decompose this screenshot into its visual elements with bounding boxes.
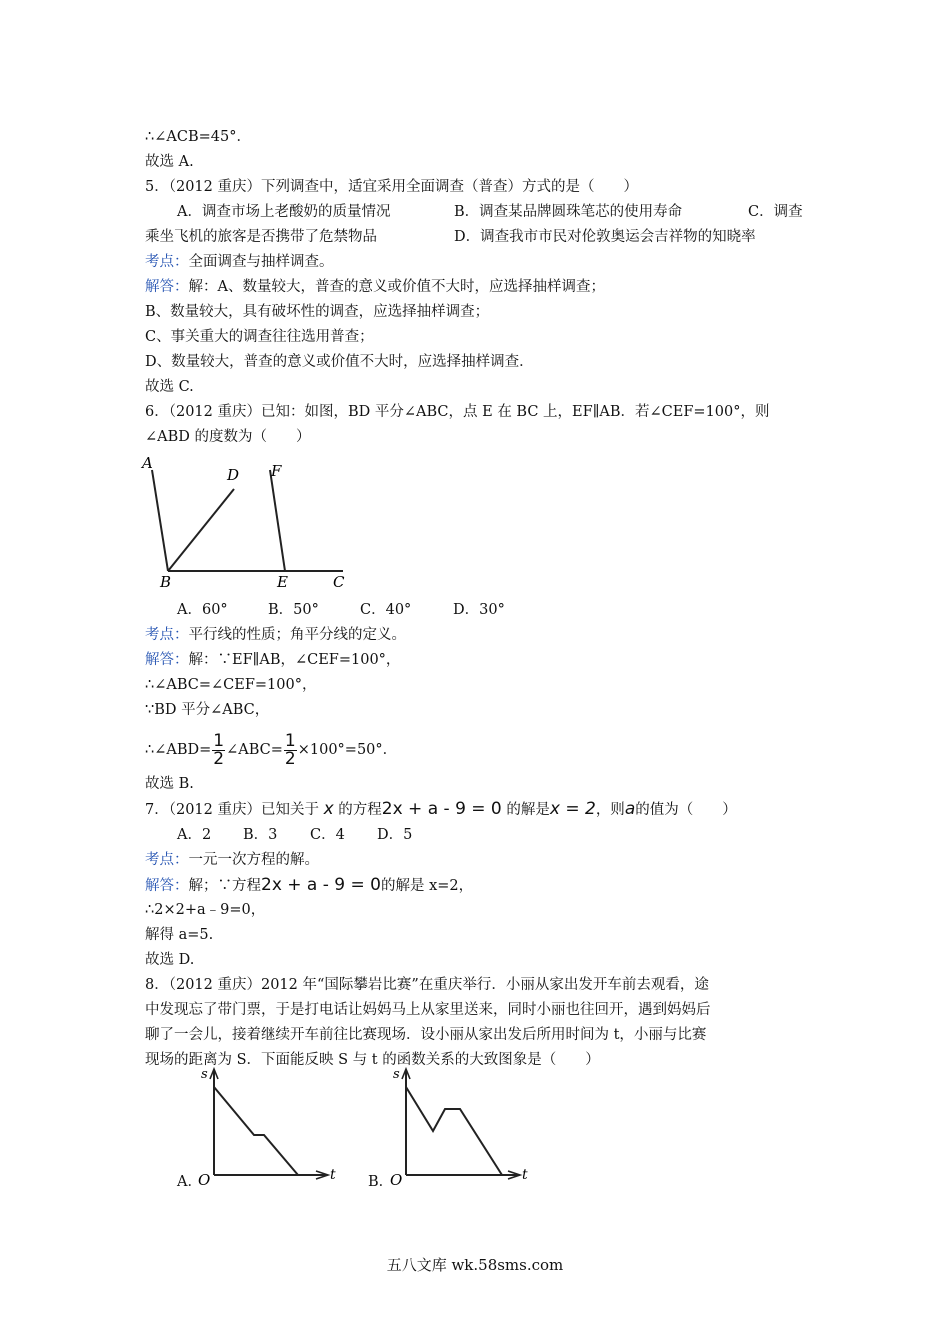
q5-jieda-line: D、数量较大，普查的意义或价值不大时，应选择抽样调查． xyxy=(145,354,534,370)
svg-text:t: t xyxy=(522,1167,528,1183)
q6-kaodian: 考点：平行线的性质；角平分线的定义。 xyxy=(145,627,406,643)
segment-bd xyxy=(168,489,234,571)
q5-option-c: C．调查 xyxy=(748,204,803,220)
q5-jieda-line: C、事关重大的调查往往选用普查； xyxy=(145,329,374,345)
q7-option-d: D．5 xyxy=(377,827,413,843)
angle-figure xyxy=(138,452,358,592)
label-e: E xyxy=(277,573,288,591)
fraction-half: $\frac{1}{2}$ xyxy=(284,730,296,769)
q7-jieda-line: 解得 a=5. xyxy=(145,927,214,943)
q5-option-b: B．调查某品牌圆珠笔芯的使用寿命 xyxy=(454,204,683,220)
q7-option-a: A．2 xyxy=(177,827,212,843)
question-5-stem: 5．（2012 重庆）下列调查中，适宜采用全面调查（普查）方式的是（ ） xyxy=(145,179,638,195)
q7-answer: 故选 D. xyxy=(145,952,195,968)
segment-ef xyxy=(270,470,285,571)
q7-jieda-line: ∴2×2+a﹣9=0， xyxy=(145,902,266,918)
q6-option-a: A．60° xyxy=(177,602,228,618)
graph-a xyxy=(196,1063,346,1193)
q6-option-b: B．50° xyxy=(268,602,319,618)
q7-kaodian: 考点：一元一次方程的解。 xyxy=(145,852,319,868)
q5-jieda: 解答：解：A、数量较大，普查的意义或价值不大时，应选择抽样调查； xyxy=(145,279,605,295)
graph-a-label: A． xyxy=(177,1174,202,1190)
q6-answer: 故选 B. xyxy=(145,776,194,792)
label-c: C xyxy=(333,573,345,591)
q5-jieda-line: B、数量较大，具有破坏性的调查，应选择抽样调查； xyxy=(145,304,490,320)
q7-option-b: B．3 xyxy=(243,827,278,843)
text-line: ∴∠ACB=45°． xyxy=(145,129,251,145)
fraction-half: $\frac{1}{2}$ xyxy=(213,730,225,769)
text-line: 故选 A. xyxy=(145,154,194,170)
q5-kaodian: 考点：全面调查与抽样调查。 xyxy=(145,254,334,270)
footer-watermark: 五八文库 wk.58sms.com xyxy=(386,1256,564,1274)
q7-option-c: C．4 xyxy=(310,827,345,843)
graph-b-curve xyxy=(406,1087,502,1175)
question-6-stem-cont: ∠ABD 的度数为（ ） xyxy=(145,429,311,445)
segment-ab xyxy=(152,470,168,571)
question-8-stem-cont: 中发现忘了带门票，于是打电话让妈妈马上从家里送来，同时小丽也往回开，遇到妈妈后 xyxy=(145,1002,711,1018)
q5-answer: 故选 C. xyxy=(145,379,194,395)
question-8-stem-cont: 聊了一会儿，接着继续开车前往比赛现场．设小丽从家出发后所用时间为 t，小丽与比赛 xyxy=(145,1027,707,1043)
svg-text:s: s xyxy=(201,1067,208,1082)
q6-option-d: D．30° xyxy=(453,602,505,618)
q6-option-c: C．40° xyxy=(360,602,412,618)
label-a: A xyxy=(142,454,153,472)
equation: 2x + a - 9 = 0 xyxy=(381,799,502,819)
graph-a-curve xyxy=(214,1087,298,1175)
question-8-stem: 8．（2012 重庆）2012 年“国际攀岩比赛”在重庆举行．小丽从家出发开车前去观看，途 xyxy=(145,977,709,993)
svg-text:O: O xyxy=(198,1171,211,1189)
q7-jieda: 解答：解；∵方程2x + a - 9 = 0的解是 x=2， xyxy=(145,875,474,895)
svg-text:O: O xyxy=(390,1171,403,1189)
q5-option-c-cont: 乘坐飞机的旅客是否携带了危禁物品 xyxy=(145,229,377,245)
graph-b-label: B． xyxy=(368,1174,394,1190)
label-d: D xyxy=(227,466,240,484)
svg-text:t: t xyxy=(330,1167,336,1183)
solution: x = 2 xyxy=(549,799,596,819)
q6-jieda: 解答：解：∵EF∥AB，∠CEF=100°， xyxy=(145,652,401,668)
q5-option-d: D．调查我市市民对伦敦奥运会吉祥物的知晓率 xyxy=(454,229,756,245)
label-f: F xyxy=(271,462,282,480)
question-7-stem: 7．（2012 重庆）已知关于 x 的方程2x + a - 9 = 0 的解是x = 2，则a的值为（ ） xyxy=(145,799,737,819)
q5-option-a: A．调查市场上老酸奶的质量情况 xyxy=(177,204,391,220)
graph-b xyxy=(388,1063,538,1193)
question-8-stem-cont: 现场的距离为 S．下面能反映 S 与 t 的函数关系的大致图象是（ ） xyxy=(145,1052,600,1068)
svg-text:s: s xyxy=(393,1067,400,1082)
q6-jieda-line: ∵BD 平分∠ABC， xyxy=(145,702,270,718)
q6-jieda-fraction-line: ∴∠ABD= $\frac{1}{2}$ ∠ABC= $\frac{1}{2}$ ×100°=50°． xyxy=(145,730,398,769)
question-6-stem: 6．（2012 重庆）已知：如图，BD 平分∠ABC，点 E 在 BC 上，EF∥AB．若∠CEF=100°，则 xyxy=(145,404,770,420)
label-b: B xyxy=(160,573,172,591)
q6-jieda-line: ∴∠ABC=∠CEF=100°， xyxy=(145,677,317,693)
